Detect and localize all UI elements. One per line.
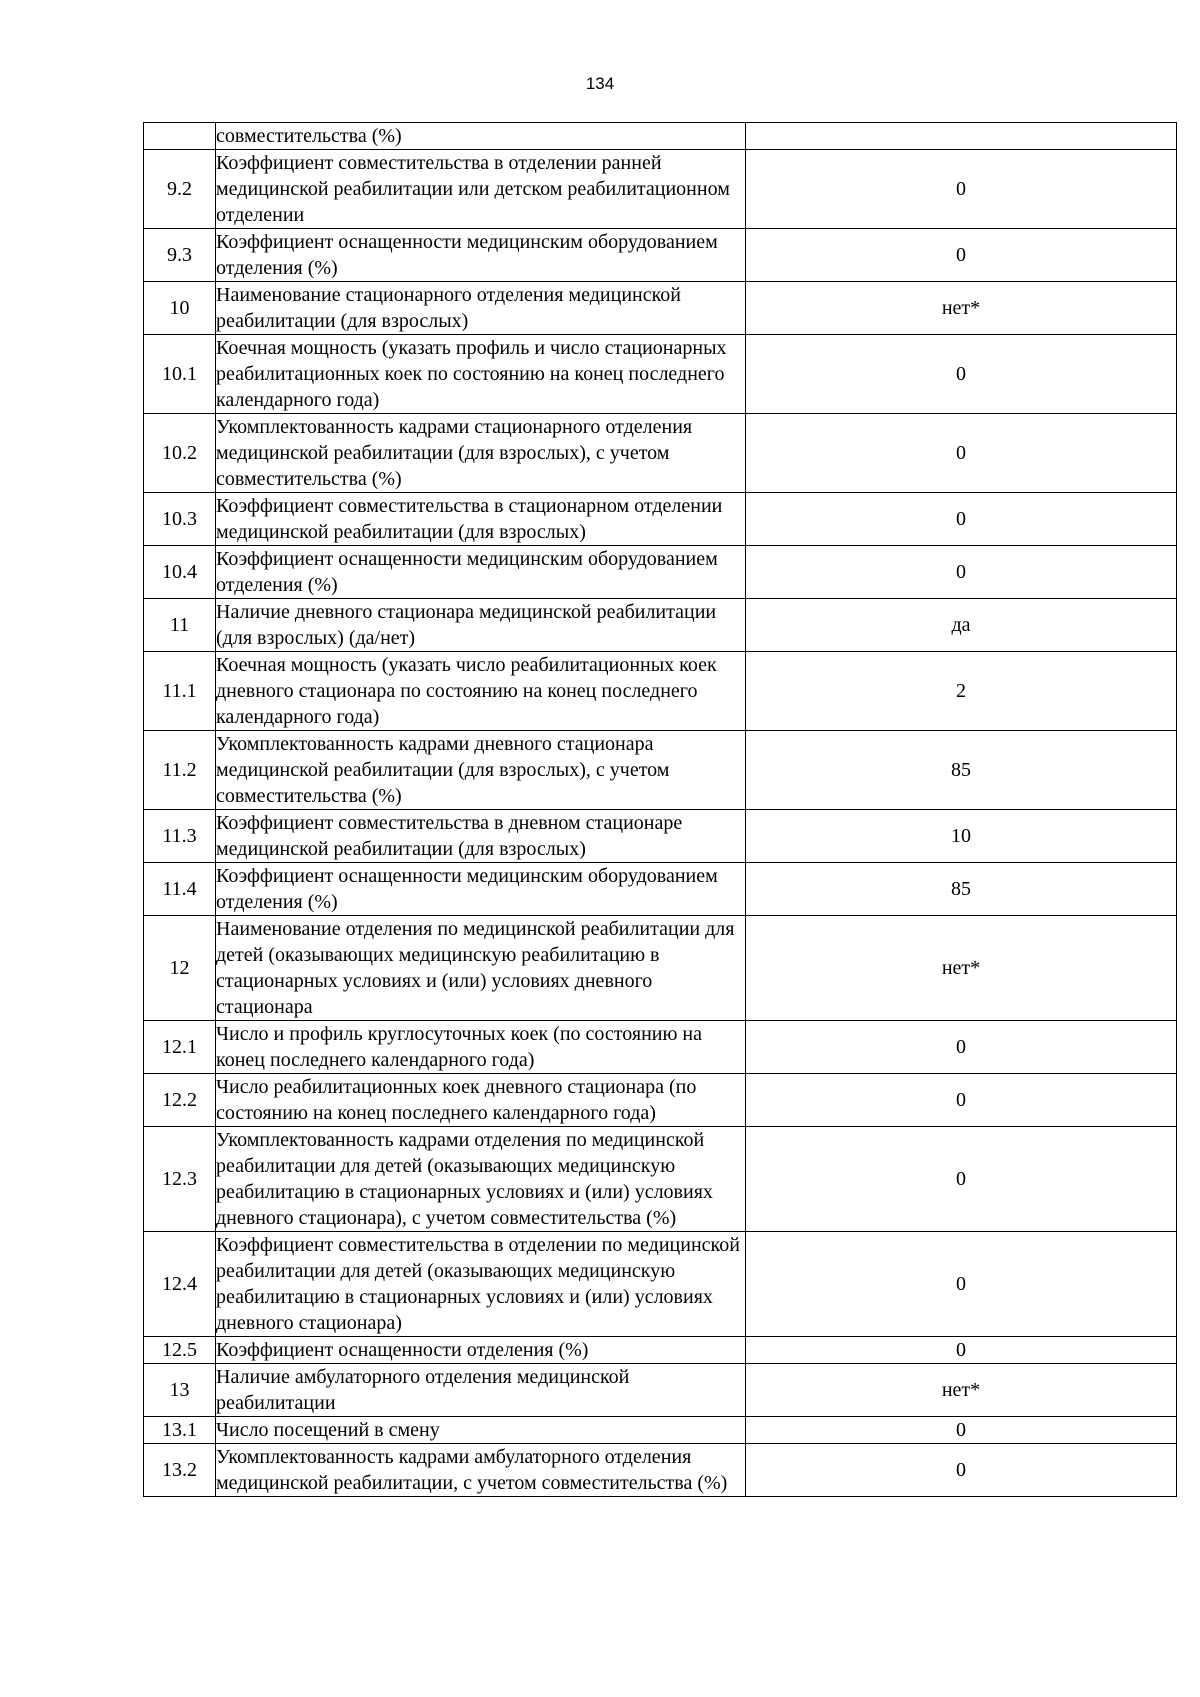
- row-value: [746, 546, 1177, 599]
- row-value: [746, 150, 1177, 229]
- row-number: 11: [144, 599, 216, 652]
- row-number: 13: [144, 1364, 216, 1417]
- row-value: [746, 123, 1177, 150]
- table-row: [144, 599, 1177, 652]
- row-number: 10.1: [144, 335, 216, 414]
- row-name: Коэффициент совместительства в отделении по медицинской реабилитации для детей (оказывающих медицинскую реабилитацию в стационарных условиях и (или) условиях дневного стационара): [216, 1232, 746, 1337]
- row-value-text: 0: [956, 1168, 966, 1190]
- row-value-text: 0: [956, 508, 966, 530]
- row-value: [746, 282, 1177, 335]
- row-value-text: 0: [956, 363, 966, 385]
- table-row: [144, 150, 1177, 229]
- row-value-text: нет*: [941, 297, 981, 319]
- row-name: Коэффициент совместительства в стационарном отделении медицинской реабилитации (для взрослых): [216, 493, 746, 546]
- row-value-text: 0: [956, 1089, 966, 1111]
- table-row: [144, 335, 1177, 414]
- row-number: 13.1: [144, 1417, 216, 1444]
- row-value: [746, 1232, 1177, 1337]
- row-value-text: 0: [956, 1273, 966, 1295]
- table-row: [144, 123, 1177, 150]
- row-name: Коечная мощность (указать число реабилитационных коек дневного стационара по состоянию на конец последнего календарного года): [216, 652, 746, 731]
- row-number: 12.3: [144, 1127, 216, 1232]
- row-value: [746, 1021, 1177, 1074]
- row-value: [746, 810, 1177, 863]
- table-row: [144, 1232, 1177, 1337]
- row-name: Наличие дневного стационара медицинской реабилитации (для взрослых) (да/нет): [216, 599, 746, 652]
- row-value: [746, 599, 1177, 652]
- row-value: [746, 863, 1177, 916]
- row-value-text: 0: [956, 1419, 966, 1441]
- row-value: [746, 229, 1177, 282]
- row-value: [746, 1127, 1177, 1232]
- table-row: [144, 1074, 1177, 1127]
- row-value-text: 2: [956, 680, 966, 702]
- table-row: [144, 414, 1177, 493]
- row-value: [746, 1074, 1177, 1127]
- row-value-text: да: [951, 614, 971, 636]
- row-value-text: 0: [956, 244, 966, 266]
- row-name: Укомплектованность кадрами отделения по медицинской реабилитации для детей (оказывающих медицинскую реабилитацию в стационарных условиях и (или) условиях дневного стационара), с учетом совместительства (%): [216, 1127, 746, 1232]
- row-value: [746, 652, 1177, 731]
- row-value-text: 85: [951, 878, 971, 900]
- row-name: Коэффициент совместительства в отделении ранней медицинской реабилитации или детском реабилитационном отделении: [216, 150, 746, 229]
- row-name: совместительства (%): [216, 123, 746, 150]
- row-value: [746, 493, 1177, 546]
- table-row: [144, 810, 1177, 863]
- row-value-text: 10: [951, 825, 971, 847]
- row-value-text: 85: [951, 759, 971, 781]
- row-name: Коэффициент оснащенности медицинским оборудованием отделения (%): [216, 546, 746, 599]
- row-value-text: 0: [956, 1036, 966, 1058]
- table-row: [144, 731, 1177, 810]
- row-number: [144, 123, 216, 150]
- table-row: [144, 1127, 1177, 1232]
- table-row: [144, 229, 1177, 282]
- row-number: 12.5: [144, 1337, 216, 1364]
- row-value-text: 0: [956, 442, 966, 464]
- row-name: Коэффициент оснащенности медицинским оборудованием отделения (%): [216, 863, 746, 916]
- row-value-text: нет*: [941, 957, 981, 979]
- table-row: [144, 282, 1177, 335]
- row-value: [746, 1337, 1177, 1364]
- row-value: [746, 916, 1177, 1021]
- row-number: 12: [144, 916, 216, 1021]
- row-number: 11.4: [144, 863, 216, 916]
- row-number: 12.1: [144, 1021, 216, 1074]
- row-name: Число посещений в смену: [216, 1417, 746, 1444]
- table-row: [144, 546, 1177, 599]
- row-value: [746, 335, 1177, 414]
- row-name: Коэффициент совместительства в дневном стационаре медицинской реабилитации (для взрослых): [216, 810, 746, 863]
- table-row: [144, 916, 1177, 1021]
- row-number: 10.2: [144, 414, 216, 493]
- row-number: 9.3: [144, 229, 216, 282]
- table-row: [144, 652, 1177, 731]
- row-value: [746, 1444, 1177, 1497]
- data-table: [143, 122, 1177, 1497]
- row-name: Число реабилитационных коек дневного стационара (по состоянию на конец последнего календарного года): [216, 1074, 746, 1127]
- row-name: Укомплектованность кадрами дневного стационара медицинской реабилитации (для взрослых), с учетом совместительства (%): [216, 731, 746, 810]
- row-number: 11.1: [144, 652, 216, 731]
- table-row: [144, 1337, 1177, 1364]
- row-name: Наименование стационарного отделения медицинской реабилитации (для взрослых): [216, 282, 746, 335]
- row-number: 12.2: [144, 1074, 216, 1127]
- row-value: [746, 414, 1177, 493]
- table-row: [144, 1444, 1177, 1497]
- row-value-text: нет*: [941, 1379, 981, 1401]
- row-number: 9.2: [144, 150, 216, 229]
- table-row: [144, 1364, 1177, 1417]
- row-name: Укомплектованность кадрами стационарного отделения медицинской реабилитации (для взрослых), с учетом совместительства (%): [216, 414, 746, 493]
- row-number: 10.3: [144, 493, 216, 546]
- row-number: 12.4: [144, 1232, 216, 1337]
- row-value-text: 0: [956, 1459, 966, 1481]
- row-name: Коэффициент оснащенности отделения (%): [216, 1337, 746, 1364]
- row-name: Коэффициент оснащенности медицинским оборудованием отделения (%): [216, 229, 746, 282]
- row-value-text: 0: [956, 561, 966, 583]
- row-name: Укомплектованность кадрами амбулаторного отделения медицинской реабилитации, с учетом совместительства (%): [216, 1444, 746, 1497]
- table-row: [144, 863, 1177, 916]
- row-name: Коечная мощность (указать профиль и число стационарных реабилитационных коек по состоянию на конец последнего календарного года): [216, 335, 746, 414]
- row-number: 10: [144, 282, 216, 335]
- row-value: [746, 1364, 1177, 1417]
- row-number: 10.4: [144, 546, 216, 599]
- row-name: Наименование отделения по медицинской реабилитации для детей (оказывающих медицинскую реабилитацию в стационарных условиях и (или) условиях дневного стационара: [216, 916, 746, 1021]
- row-number: 13.2: [144, 1444, 216, 1497]
- row-name: Число и профиль круглосуточных коек (по состоянию на конец последнего календарного года): [216, 1021, 746, 1074]
- row-value-text: 0: [956, 1339, 966, 1361]
- row-value: [746, 1417, 1177, 1444]
- row-value: [746, 731, 1177, 810]
- row-number: 11.2: [144, 731, 216, 810]
- page-number: 134: [585, 74, 615, 93]
- row-name: Наличие амбулаторного отделения медицинской реабилитации: [216, 1364, 746, 1417]
- table-row: [144, 1021, 1177, 1074]
- row-number: 11.3: [144, 810, 216, 863]
- table-row: [144, 493, 1177, 546]
- table-row: [144, 1417, 1177, 1444]
- row-value-text: 0: [956, 178, 966, 200]
